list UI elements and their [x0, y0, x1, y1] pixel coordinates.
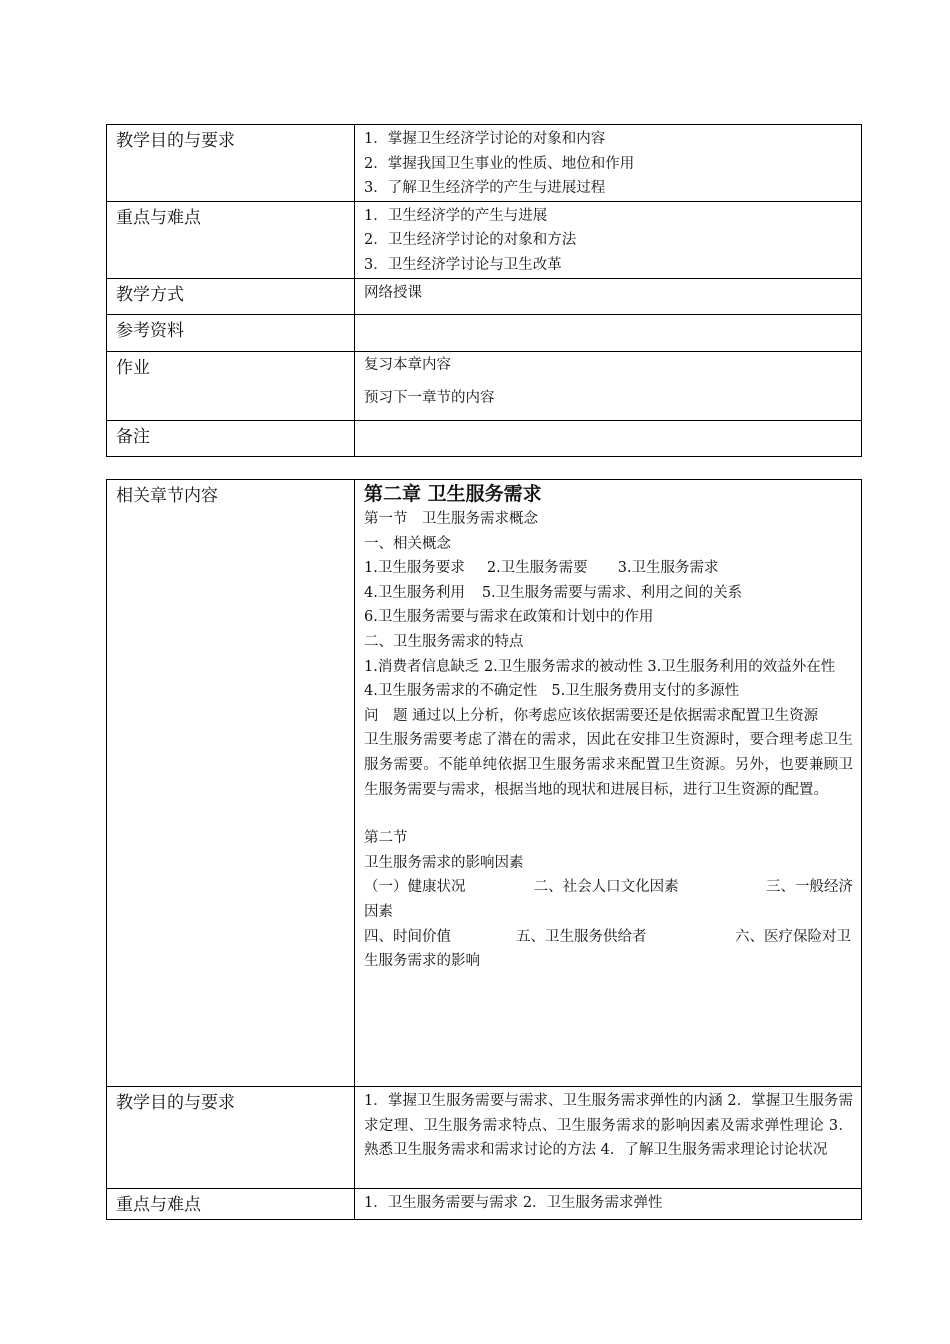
factor-item: 二、社会人口文化因素 [533, 879, 679, 896]
list-item: 3．卫生经济学讨论与卫生改革 [364, 256, 562, 273]
row-label-related-content: 相关章节内容 [107, 480, 355, 1087]
concept-line [364, 556, 853, 581]
table-row [107, 1087, 862, 1189]
table-row [107, 480, 862, 1087]
row-label-goals: 教学目的与要求 [107, 125, 355, 202]
row-label-homework: 作业 [107, 351, 355, 420]
list-item: 网络授课 [364, 284, 422, 301]
table-row [107, 314, 862, 351]
row-content-goals [355, 1087, 862, 1189]
factor-item: 六、医疗保险对卫 [735, 928, 851, 945]
list-item: 2．掌握我国卫生事业的性质、地位和作用 [364, 155, 635, 172]
key-points-text: 1．卫生服务需要与需求 2．卫生服务需求弹性 [364, 1195, 663, 1211]
section-heading: 一、相关概念 [364, 535, 451, 552]
factor-item: 三、一般经济 [766, 879, 853, 896]
concept-item: 1.卫生服务要求 [364, 560, 465, 577]
spacer [364, 802, 853, 826]
row-content-references [355, 314, 862, 351]
feature-line [364, 679, 853, 704]
factor-line [364, 925, 853, 950]
section-heading: 二、卫生服务需求的特点 [364, 633, 524, 650]
section-title: 第一节 卫生服务需求概念 [364, 511, 538, 527]
list-item: 1．掌握卫生经济学讨论的对象和内容 [364, 131, 606, 147]
course-table-chapter-1 [106, 124, 862, 457]
course-table-chapter-2 [106, 479, 862, 1220]
list-item: 复习本章内容 [364, 356, 451, 373]
concept-item: 5.卫生服务需要与需求、利用之间的关系 [481, 584, 743, 601]
table-row [107, 278, 862, 314]
concept-line [364, 581, 853, 606]
concept-item: 3.卫生服务需求 [617, 560, 719, 577]
row-content-key-points [355, 201, 862, 278]
row-content-related [355, 480, 862, 1087]
concept-item: 2.卫生服务需要 [486, 560, 588, 577]
table-row [107, 201, 862, 278]
row-label-teaching-method: 教学方式 [107, 278, 355, 314]
table-row [107, 125, 862, 202]
question-text: 问 题 通过以上分析，你考虑应该依据需要还是依据需求配置卫生资源 [364, 707, 819, 724]
factor-line: 因素 [364, 903, 393, 920]
row-label-key-points: 重点与难点 [107, 1189, 355, 1220]
row-label-references: 参考资料 [107, 314, 355, 351]
table-row [107, 1189, 862, 1220]
feature-item: 5.卫生服务费用支付的多源性 [551, 683, 740, 700]
section-subtitle: 卫生服务需求的影响因素 [364, 854, 524, 871]
goals-text: 1．掌握卫生服务需要与需求、卫生服务需求弹性的内涵 2．掌握卫生服务需求定理、卫生服务需求特点、卫生服务需求的影响因素及需求弹性理论 3．熟悉卫生服务需求和需求讨论的方法 4．了解卫生服务需求理论讨论状况 [364, 1093, 853, 1159]
row-label-goals: 教学目的与要求 [107, 1087, 355, 1189]
factor-item: 五、卫生服务供给者 [516, 928, 647, 945]
row-content-remarks [355, 420, 862, 456]
row-content-goals [355, 125, 862, 202]
factor-line [364, 875, 853, 900]
row-content-teaching-method [355, 278, 862, 314]
chapter-title: 第二章 卫生服务需求 [364, 483, 542, 505]
row-label-remarks: 备注 [107, 420, 355, 456]
factor-item: （一）健康状况 [364, 879, 466, 896]
table-row [107, 420, 862, 456]
concept-line: 6.卫生服务需要与需求在政策和计划中的作用 [364, 609, 654, 626]
row-content-homework [355, 351, 862, 420]
concept-item: 4.卫生服务利用 [364, 584, 465, 601]
section-title: 第二节 [364, 830, 408, 847]
row-label-key-points: 重点与难点 [107, 201, 355, 278]
factor-line: 生服务需求的影响 [364, 953, 480, 970]
list-item: 3．了解卫生经济学的产生与进展过程 [364, 180, 606, 197]
list-item: 1．卫生经济学的产生与进展 [364, 207, 548, 224]
list-item: 预习下一章节的内容 [364, 389, 495, 406]
table-row [107, 351, 862, 420]
row-content-key-points [355, 1189, 862, 1220]
feature-item: 4.卫生服务需求的不确定性 [364, 683, 538, 700]
list-item: 2．卫生经济学讨论的对象和方法 [364, 232, 577, 249]
answer-text: 卫生服务需要考虑了潜在的需求，因此在安排卫生资源时，要合理考虑卫生服务需要。不能单纯依据卫生服务需求来配置卫生资源。另外，也要兼顾卫生服务需要与需求，根据当地的现状和进展目标，进行卫生资源的配置。 [364, 732, 853, 798]
factor-item: 四、时间价值 [364, 928, 451, 945]
feature-line: 1.消费者信息缺乏 2.卫生服务需求的被动性 3.卫生服务利用的效益外在性 [364, 658, 836, 675]
